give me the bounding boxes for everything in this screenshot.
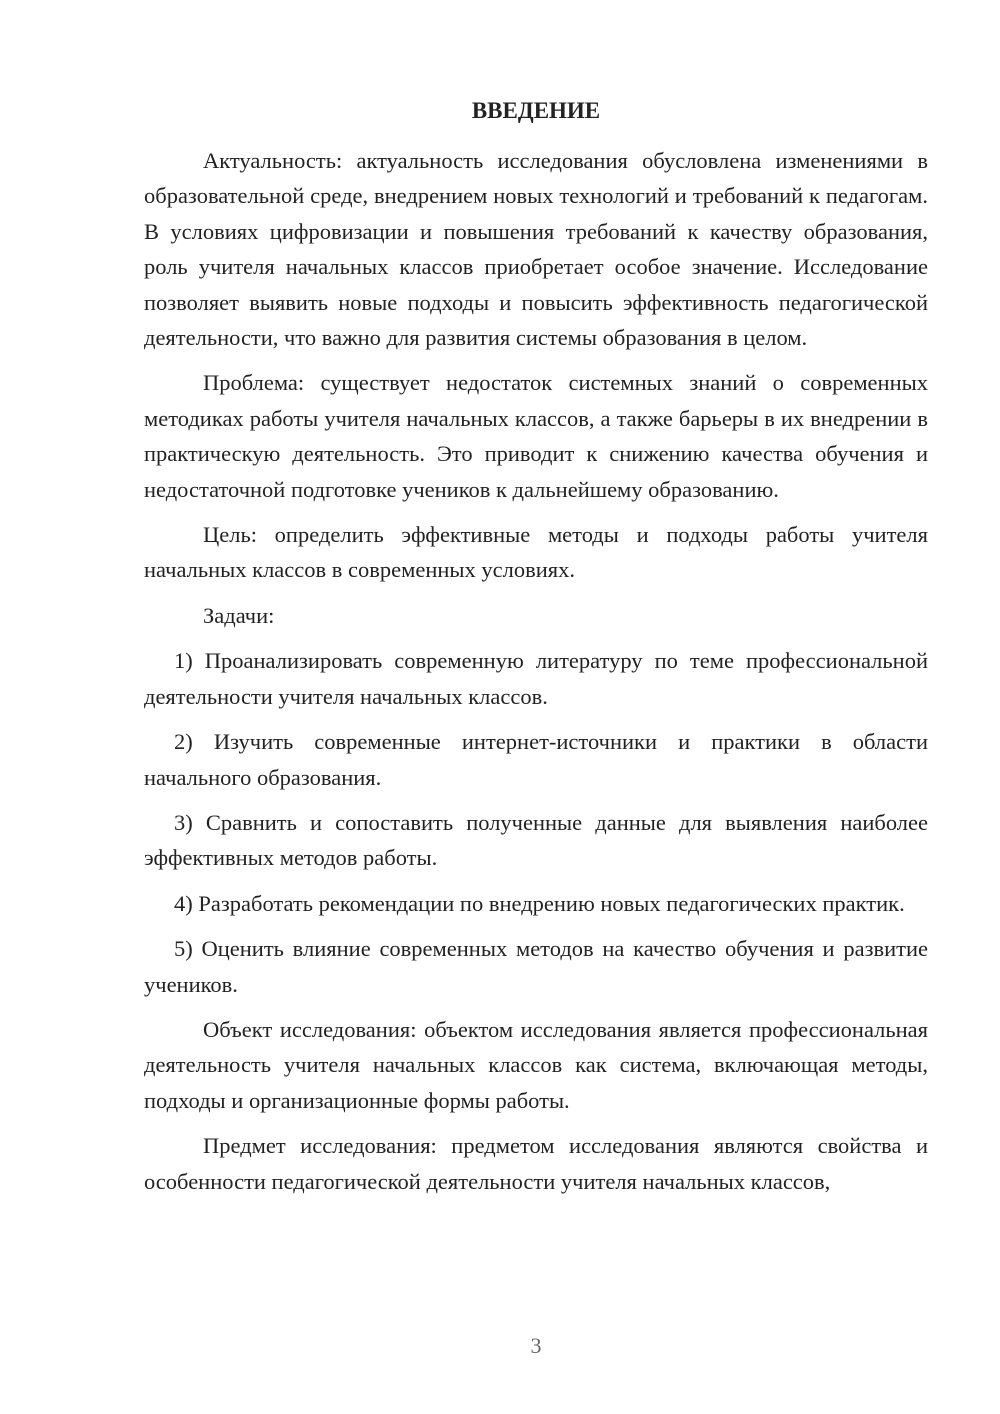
task-list-item-3: 3) Сравнить и сопоставить полученные данные для выявления наиболее эффективных методов работы. — [144, 809, 928, 871]
task-list-item-1: 1) Проанализировать современную литературу по теме профессиональной деятельности учителя начальных классов. — [144, 648, 928, 709]
paragraph-relevance: Актуальность: актуальность исследования обусловлена изменениями в образовательной среде, внедрением новых технологий и требований к педагогам. В условиях цифровизации и повышения требований к качеству образования, роль учителя начальных классов приобретает особое значение. Исследование позволяет выявить новые подходы и повысить эффективность педагогической деятельности, что важно для развития системы образования в целом. — [144, 148, 928, 351]
task-list-item-2: 2) Изучить современные интернет-источники и практики в области начального образования. — [144, 729, 928, 790]
document-body — [144, 143, 928, 1209]
page-number: 3 — [530, 1333, 542, 1358]
paragraph-tasks-heading: Задачи: — [203, 602, 275, 628]
paragraph-problem: Проблема: существует недостаток системных знаний о современных методиках работы учителя начальных классов, а также барьеры в их внедрении в практическую деятельность. Это приводит к снижению качества обучения и недостаточной подготовке учеников к дальнейшему образованию. — [144, 370, 928, 502]
page-title: ВВЕДЕНИЕ — [471, 98, 601, 123]
paragraph-goal: Цель: определить эффективные методы и подходы работы учителя начальных классов в современных условиях. — [144, 522, 928, 583]
task-list-item-5: 5) Оценить влияние современных методов на качество обучения и развитие учеников. — [144, 936, 928, 997]
paragraph-subject: Предмет исследования: предметом исследования являются свойства и особенности педагогической деятельности учителя начальных классов, — [144, 1133, 928, 1194]
paragraph-object: Объект исследования: объектом исследования является профессиональная деятельность учителя начальных классов как система, включающая методы, подходы и организационные формы работы. — [144, 1016, 928, 1113]
task-list-item-4: 4) Разработать рекомендации по внедрению новых педагогических практик. — [174, 890, 905, 916]
